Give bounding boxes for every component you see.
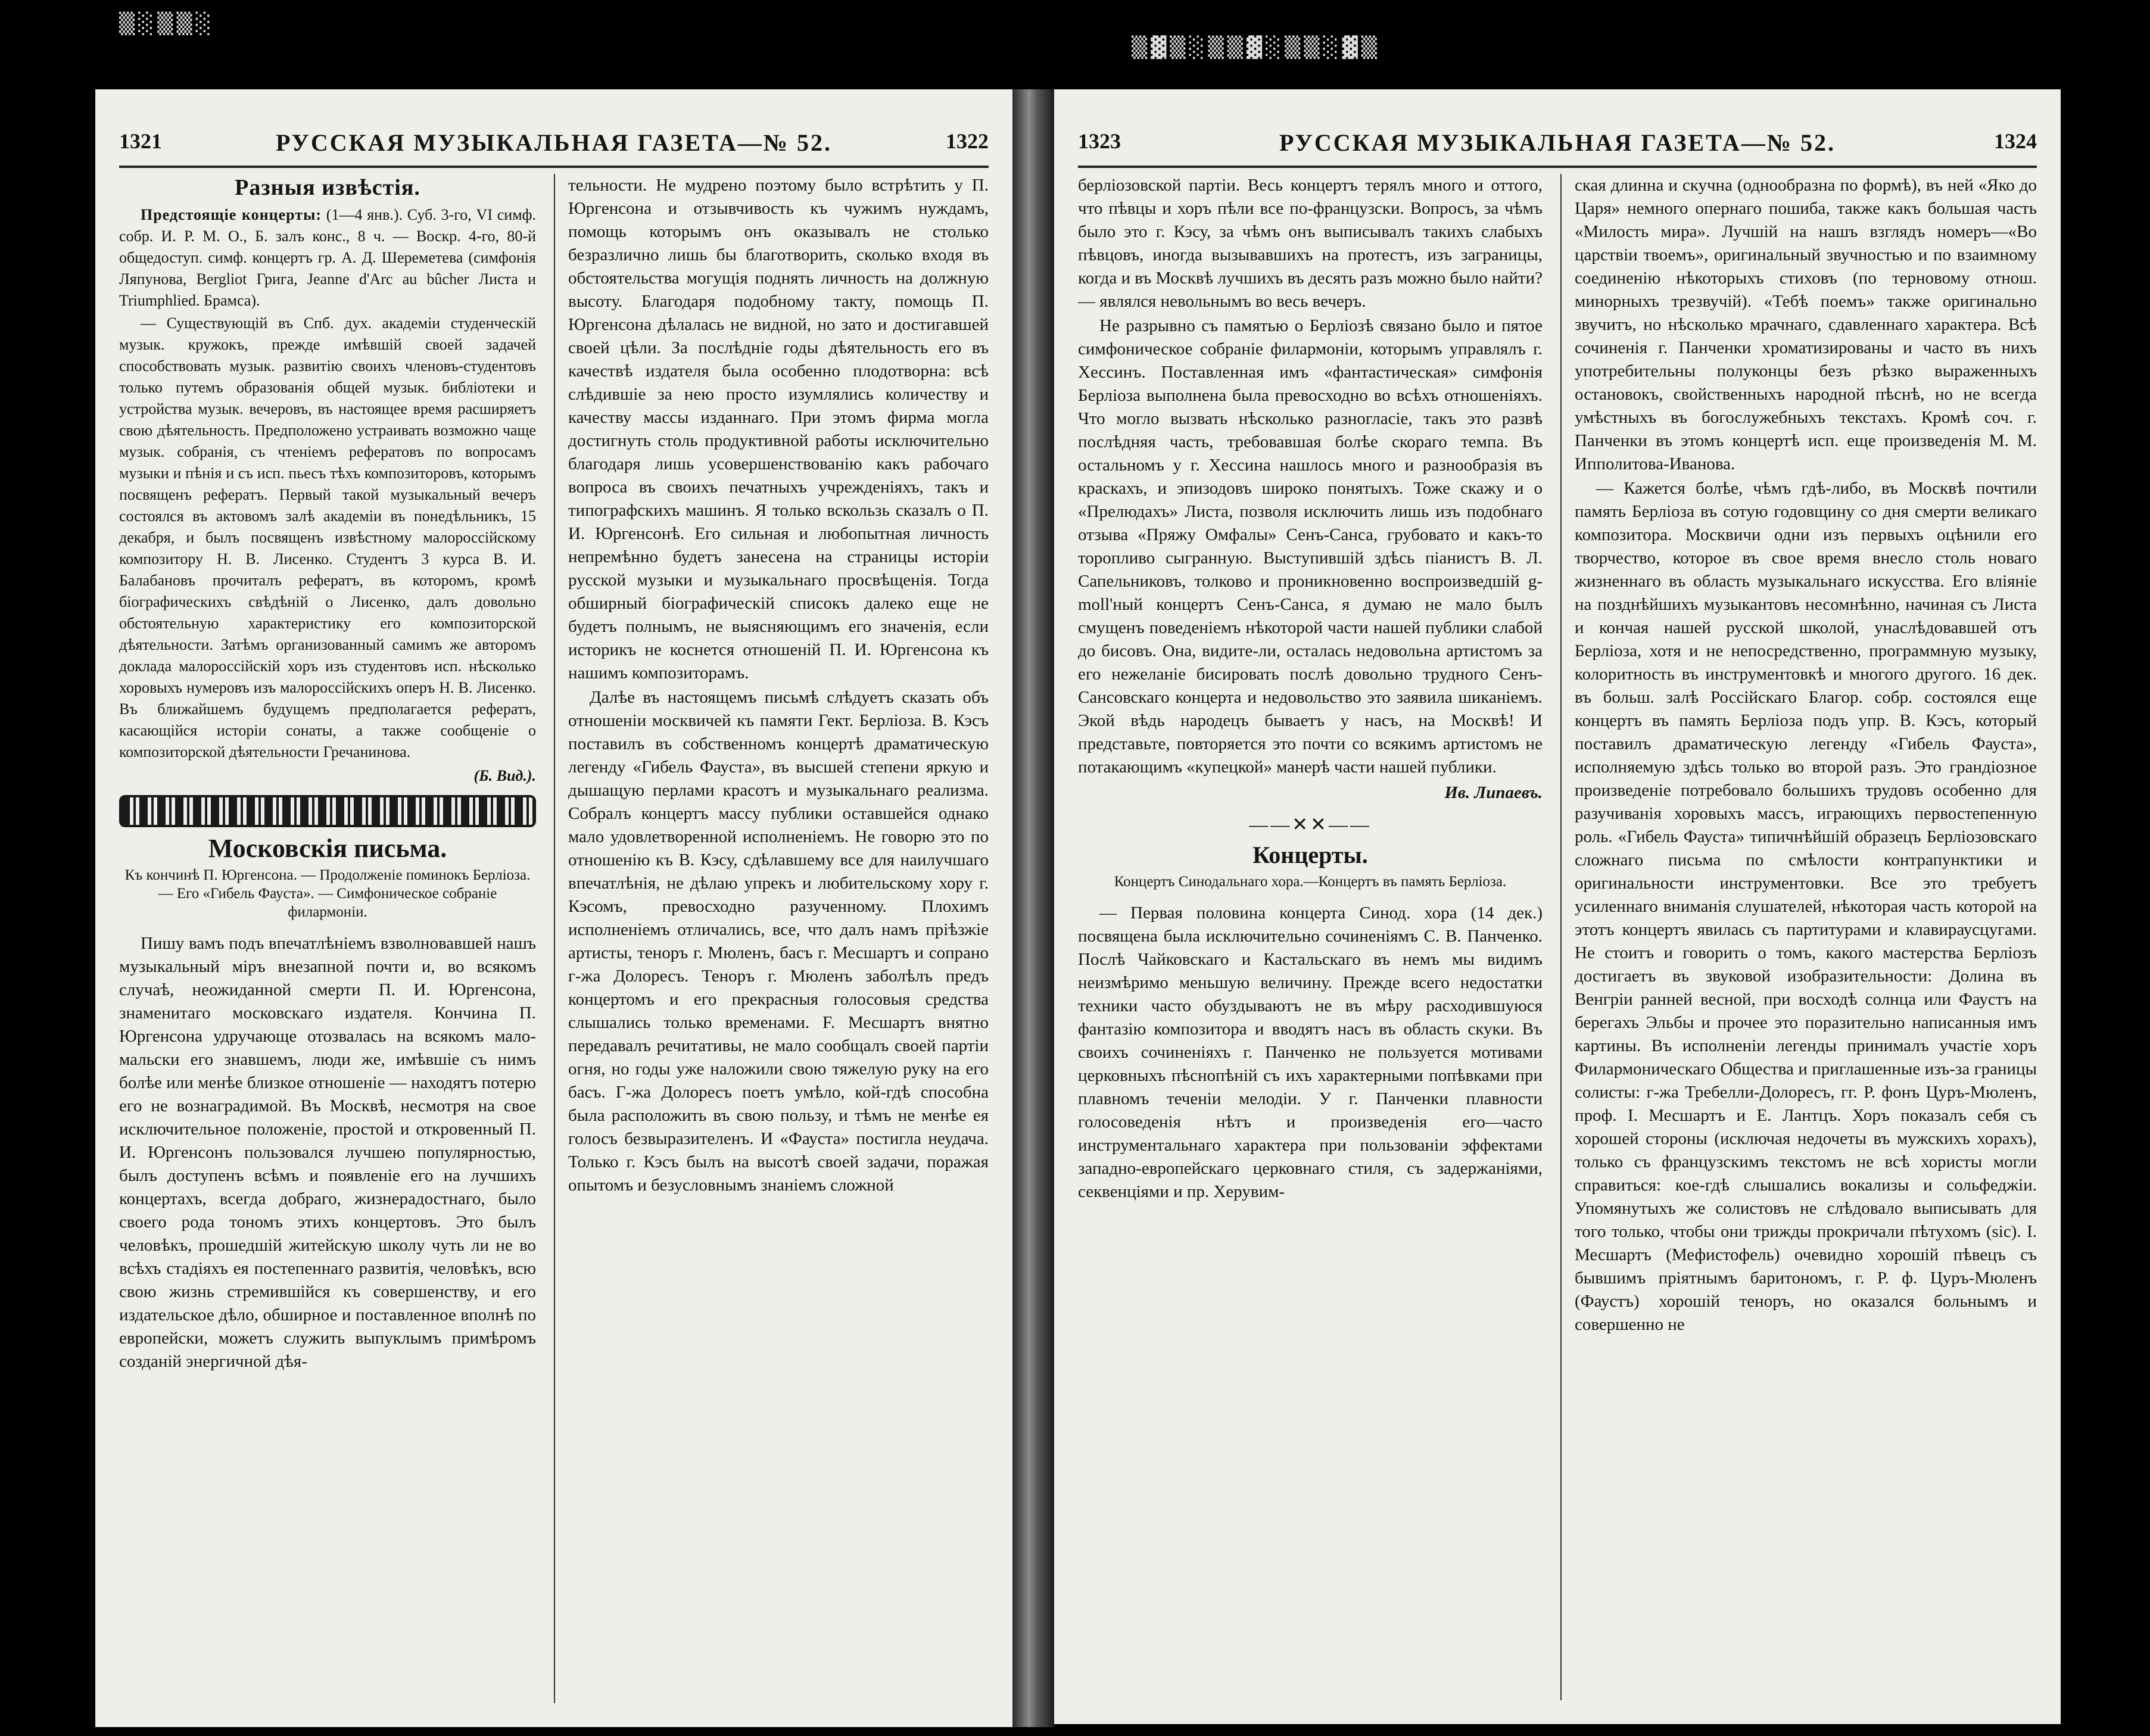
news-lead: Предстоящіе концерты: — [141, 206, 322, 223]
page-number-1322: 1322 — [946, 129, 989, 153]
scan-border-top — [0, 0, 2150, 89]
page-number-1323: 1323 — [1078, 129, 1121, 153]
page-left — [95, 89, 1012, 1727]
news-item-concerts — [119, 204, 536, 311]
letter-paragraph: Пишу вамъ подъ впечатлѣніемъ взволновавшей нашъ музыкальный міръ внезапной почти и, во всякомъ случаѣ, неожиданной смерти П. И. Юргенсона, знаменитаго московскаго издателя. Кончина П. Юргенсона удручающе отозвалась на всякомъ мало-мальски его знавшемъ, люди же, имѣвшіе съ нимъ болѣе или менѣе близкое отношеніе — находятъ потерю его не вознаградимой. Въ Москвѣ, несмотря на свое исключительное положеніе, простой и откровенный П. И. Юргенсонъ пользовался лучшею популярностью, былъ доступенъ всѣмъ и появленіе его на лучшихъ концертахъ, всегда добраго, жизнерадостнаго, было своего рода тономъ этихъ концертовъ. Это былъ человѣкъ, прошедшій житейскую школу чуть ли не во всѣхъ стадіяхъ ея постепеннаго развитія, человѣкъ, всю свою жизнь стремившійся къ совершенству, и его издательское дѣло, обширное и поставленное вполнѣ по европейски, можетъ служить выпуклымъ примѣромъ созданій энергичной дѣя- — [119, 934, 536, 1371]
column-2 — [554, 174, 989, 1703]
news-signature: (Б. Вид.). — [473, 767, 536, 784]
concert-paragraph: ская длинна и скучна (однообразна по формѣ), въ ней «Яко до Царя» немного опернаго пошиба, также какъ большая часть «Милость мира». Лучшій на нашъ взглядъ номеръ—«Во царствіи твоемъ», оригинальный звучностью и по взаимному соединенію нѣкоторыхъ стиховъ (по терновому отнош. минорныхъ трезвучій). «Тебѣ поемъ» также оригинально звучитъ, но нѣсколько мрачнаго, сдавленнаго характера. Всѣ сочиненія г. Панченки хроматизированы и часто въ нихъ употребительны полуконцы безъ рѣзко выраженныхъ остановокъ, свойственныхъ народной пѣснѣ, но не всегда умѣстныхъ въ богослужебныхъ текстахъ. Кромѣ соч. г. Панченки въ этомъ концертѣ исп. еще произведенія М. М. Ипполитова-Иванова. — [1575, 176, 2037, 473]
letter-paragraph: берліозовской партіи. Весь концертъ терялъ много и оттого, что пѣвцы и хоръ пѣли все по-французски. Вопросъ, за чѣмъ было это г. Кэсу, за чѣмъ онъ выписывалъ такихъ слабыхъ пѣвцовъ, иногда вызывавшихъ на протестъ, изъ заграницы, когда и въ Москвѣ лучшихъ въ десять разъ можно было найти? — являлся невольнымъ во весь вечеръ. — [1078, 176, 1543, 311]
letter-paragraph: тельности. Не мудрено поэтому было встрѣтить у П. Юргенсона и отзывчивость къ чужимъ нуждамъ, помощь которымъ онъ оказывалъ не столько безразлично лишь бы благотворить, сколько входя въ обстоятельства могущія поднять личность на должную высоту. Благодаря подобному такту, помощь П. Юргенсона дѣлалась не видной, но зато и достигавшей своей цѣли. За послѣдніе годы дѣятельность его въ качествѣ издателя была особенно плодотворна: всѣ слѣдившіе за нею просто изумлялись количеству и качеству массы изданнаго. При этомъ фирма могла достигнуть столь продуктивной работы исключительно благодаря лишь усовершенствованію какъ рабочаго вопроса въ своихъ печатныхъ учрежденіяхъ, такъ и типографскихъ машинъ. Я только вскользь сказалъ о П. И. Юргенсонѣ. Его сильная и любопытная личность непремѣнно будетъ занесена на страницы исторіи русской музыки и музыкальнаго просвѣщенія. Тогда обширный біографическій списокъ далеко еще не будетъ полнымъ, не выясняющимъ его значенія, если историкъ не коснется отношеній П. И. Юргенсона къ нашимъ композиторамъ. — [568, 176, 989, 682]
author-signature: Ив. Липаевъ. — [1444, 783, 1543, 802]
column-3 — [1078, 174, 1543, 1700]
newspaper-title: РУССКАЯ МУЗЫКАЛЬНАЯ ГАЗЕТА—№ 52. — [276, 129, 832, 156]
letter-paragraph: Не разрывно съ памятью о Берліозѣ связано было и пятое симфоническое собраніе филармоніи, которымъ управлялъ г. Хессинъ. Поставленная имъ «фантастическая» симфонія Берліоза выполнена была превосходно во всѣхъ отношеніяхъ. Что могло вызвать нѣсколько разногласіе, такъ это развѣ послѣдняя часть, требовавшая болѣе скораго темпа. Въ остальномъ у г. Хессина нашлось много и разнообразія въ краскахъ, и эпизодовъ широко понятыхъ. Тоже скажу и о «Прелюдахъ» Листа, позволя исключить лишь изъ подобнаго отзыва «Пряжу Омфалы» Сенъ-Санса, грубовато и какъ-то торопливо сыгранную. Выступившій здѣсь піанистъ В. Л. Сапельниковъ, толково и проникновенно воспроизведшій g-moll'ный концертъ Сенъ-Санса, я думаю не мало былъ смущенъ поведеніемъ нѣкоторой части нашей публики слабой до бисовъ. Она, видите-ли, осталась недовольна артистомъ за его нежеланіе бисировать послѣ довольно трудного Сенъ-Сансовскаго концерта и недовольство это заявила шиканіемъ. Экой вѣдь народецъ бываетъ у насъ, на Москвѣ! И представьте, повторяется это почти со всякимъ артистомъ не потакающимъ «купецкой» манерѣ части нашей публики. — [1078, 316, 1543, 777]
running-head-left — [119, 124, 989, 168]
concert-paragraph: — Первая половина концерта Синод. хора (14 дек.) посвящена была исключительно сочиненіямъ С. В. Панченко. Послѣ Чайковскаго и Кастальскаго въ немъ мы видимъ неизмѣримо меньшую величину. Прежде всего недостатки техники часто обуздываютъ не въ мѣру расходившуюся фантазію композитора и вводятъ насъ въ область скуки. Въ своихъ сочиненіяхъ г. Панченко не пользуется мотивами церковныхъ пѣснопѣній съ ихъ характерными попѣвками при плавномъ теченіи мелодіи. У г. Панченки плавности голосоведенія нѣтъ и произведенія его—часто инструментальнаго характера при пользованіи эффектами западно-европейскаго церковнаго стиля, съ задержаніями, секвенціями и пр. Херувим- — [1078, 903, 1543, 1201]
page-number-1321: 1321 — [119, 129, 162, 153]
column-1 — [119, 174, 536, 1703]
column-4 — [1560, 174, 2037, 1700]
news-item-academy: — Существующій въ Спб. дух. академіи студенческій музык. кружокъ, прежде имѣвшій своей задачей способствовать музык. развитію своихъ членовъ-студентовъ только путемъ образованія общей музык. библіотеки и устройства музык. вечеровъ, въ настоящее время расширяетъ свою дѣятельность. Предположено устраивать возможно чаще музык. собранія, съ чтеніемъ рефератовъ по вопросамъ музыки и пѣнія и съ исп. пьесъ тѣхъ композиторовъ, которымъ посвященъ рефератъ. Первый такой музыкальный вечеръ состоялся въ актовомъ залѣ академіи въ понедѣльникъ, 15 декабря, и былъ посвященъ извѣстному малороссійскому композитору Н. В. Лисенко. Студентъ 3 курса В. И. Балабановъ прочиталъ рефератъ, въ которомъ, кромѣ біографическихъ свѣдѣній о Лисенко, далъ довольно обстоятельную характеристику его композиторской дѣятельности. Затѣмъ организованный самимъ же авторомъ доклада малороссійскій хоръ изъ студентовъ исп. нѣсколько хоровыхъ нумеровъ изъ малороссійскихъ оперъ Н. В. Лисенко. Въ ближайшемъ будущемъ предполагается рефератъ, касающійся исторіи сонаты, а также сообщеніе о композиторской дѣятельности Гречанинова. — [119, 314, 536, 761]
scan-border-left — [0, 89, 95, 1736]
concert-paragraph: — Кажется болѣе, чѣмъ гдѣ-либо, въ Москвѣ почтили память Берліоза въ сотую годовщину со дня смерти великаго композитора. Москвичи одни изъ первыхъ оцѣнили его творчество, которое въ свое время внесло столь новаго жизненнаго въ область музыкальнаго искусства. Его вліяніе на позднѣйшихъ музыкантовъ несомнѣнно, начиная съ Листа и кончая нашей русской школой, унаслѣдовавшей отъ Берліоза, хотя и не непосредственно, программную музыку, колоритность въ инструментовкѣ и многого другого. 16 дек. въ больш. залѣ Россійскаго Благор. собр. состоялся еще концертъ въ память Берліоза подъ упр. В. Кэсъ, который поставилъ драматическую легенду «Гибель Фауста», исполняемую здѣсь только во второй разъ. Это грандіозное произведеніе потребовало большихъ трудовъ особенно для разучиванія хоровыхъ массъ, играющихъ первостепенную роль. «Гибель Фауста» типичнѣйшій образецъ Берліозовскаго сложнаго письма по смѣлости контрапунктики и оригинальности инструментовки. Все это требуетъ усиленнаго вниманія слушателей, нѣкоторая часть которой на этотъ концертъ явилась съ партитурами и клавираусцугами. Не стоитъ и говорить о томъ, какого мастерства Берліозъ достигаетъ въ звуковой изобразительности: Долина въ Венгріи ранней весной, при восходѣ солнца или Фаустъ на берегахъ Эльбы и прочее это поразительно написанныя имъ картины. Въ исполненіи легенды принималъ участіе хоръ Филармоническаго Общества и приглашенные изъ-за границы солисты: г-жа Требелли-Долоресъ, гг. Р. фонъ Цуръ-Мюленъ, проф. І. Месшартъ и Е. Лантцъ. Хоръ показалъ себя съ хорошей стороны (исключая недочеты въ мужскихъ хорахъ), только съ французскимъ текстомъ не всѣ хористы могли справиться: кое-гдѣ слышались вокализы и сольфеджіи. Упомянутыхъ же солистовъ не слѣдовало выписывать для того только, чтобы они трижды прокричали пѣтухомъ (sic). І. Месшартъ (Мефистофель) очевидно хорошій пѣвецъ съ бывшимъ пріятнымъ баритономъ, г. Р. ф. Цуръ-Мюленъ (Фаустъ) хорошій теноръ, но оказался больнымъ и совершенно не — [1575, 479, 2037, 1334]
section-title-news: Разныя извѣстія. — [235, 175, 420, 200]
newspaper-title: РУССКАЯ МУЗЫКАЛЬНАЯ ГАЗЕТА—№ 52. — [1279, 129, 1836, 156]
running-head-right — [1078, 124, 2037, 168]
small-ornament: ——✕✕—— — [1249, 814, 1372, 835]
news-text: (1—4 янв.). Суб. 3-го, VI симф. собр. И. Р. М. О., Б. залъ конс., 8 ч. — Воскр. 4-го, 80-й общедоступ. симф. концертъ гр. А. Д. Шереметева (симфонія Ляпунова, Bergliot Грига, Jeanne d'Arc au bûcher Листа и Triumphlied. Брамса). — [119, 206, 536, 309]
section-title-moscow-letters: Московскія письма. — [208, 834, 447, 863]
section-title-concerts: Концерты. — [1252, 841, 1368, 868]
book-spine — [1012, 89, 1054, 1727]
scan-border-right — [2061, 89, 2150, 1736]
ornamental-divider — [119, 795, 536, 827]
page-right — [1054, 89, 2061, 1724]
scan-noise-mark: ▒▓▒░▒▒▓░▒▒░▓▒ — [1132, 36, 1381, 60]
letters-subheading: Къ кончинѣ П. Юргенсона. — Продолженіе поминокъ Берліоза. — Его «Гибель Фауста». — Симфоническое собраніе филармоніи. — [124, 867, 531, 920]
scan-noise-mark: ▒░▒▒░ — [119, 12, 215, 36]
page-number-1324: 1324 — [1994, 129, 2037, 153]
letter-paragraph: Далѣе въ настоящемъ письмѣ слѣдуетъ сказать объ отношеніи москвичей къ памяти Гект. Берліоза. В. Кэсъ поставилъ въ собственномъ концертѣ драматическую легенду «Гибель Фауста», въ высшей степени яркую и дышащую перлами красотъ и музыкальнаго реализма. Собралъ концертъ массу публики оставшейся однако мало удовлетворенной исполненіемъ. Не говорю это по отношенію къ В. Кэсу, сдѣлавшему все для наилучшаго впечатлѣнія, не дѣлаю упрекъ и любительскому хору г. Кэсомъ, превосходно разученному. Плохимъ исполненіемъ отличались, все, что далъ намъ пріѣзжіе артисты, теноръ г. Мюленъ, басъ г. Месшартъ и сопрано г-жа Долоресъ. Теноръ г. Мюленъ заболѣлъ предъ концертомъ и его прекрасныя голосовыя средства слышались только временами. F. Месшартъ внятно передавалъ речитативы, не мало сообщалъ своей партіи огня, но годы уже наложили свою тяжелую руку на его басъ. Г-жа Долоресъ поетъ умѣло, кой-гдѣ способна была расположить въ свою пользу, и тѣмъ не менѣе ея голосъ безвыразителенъ. И «Фауста» постигла неудача. Только г. Кэсъ былъ на высотѣ своей задачи, поражая опытомъ и безусловнымъ знаніемъ сложной — [568, 688, 989, 1195]
concerts-subheading: Концертъ Синодальнаго хора.—Концертъ въ память Берліоза. — [1114, 874, 1507, 890]
